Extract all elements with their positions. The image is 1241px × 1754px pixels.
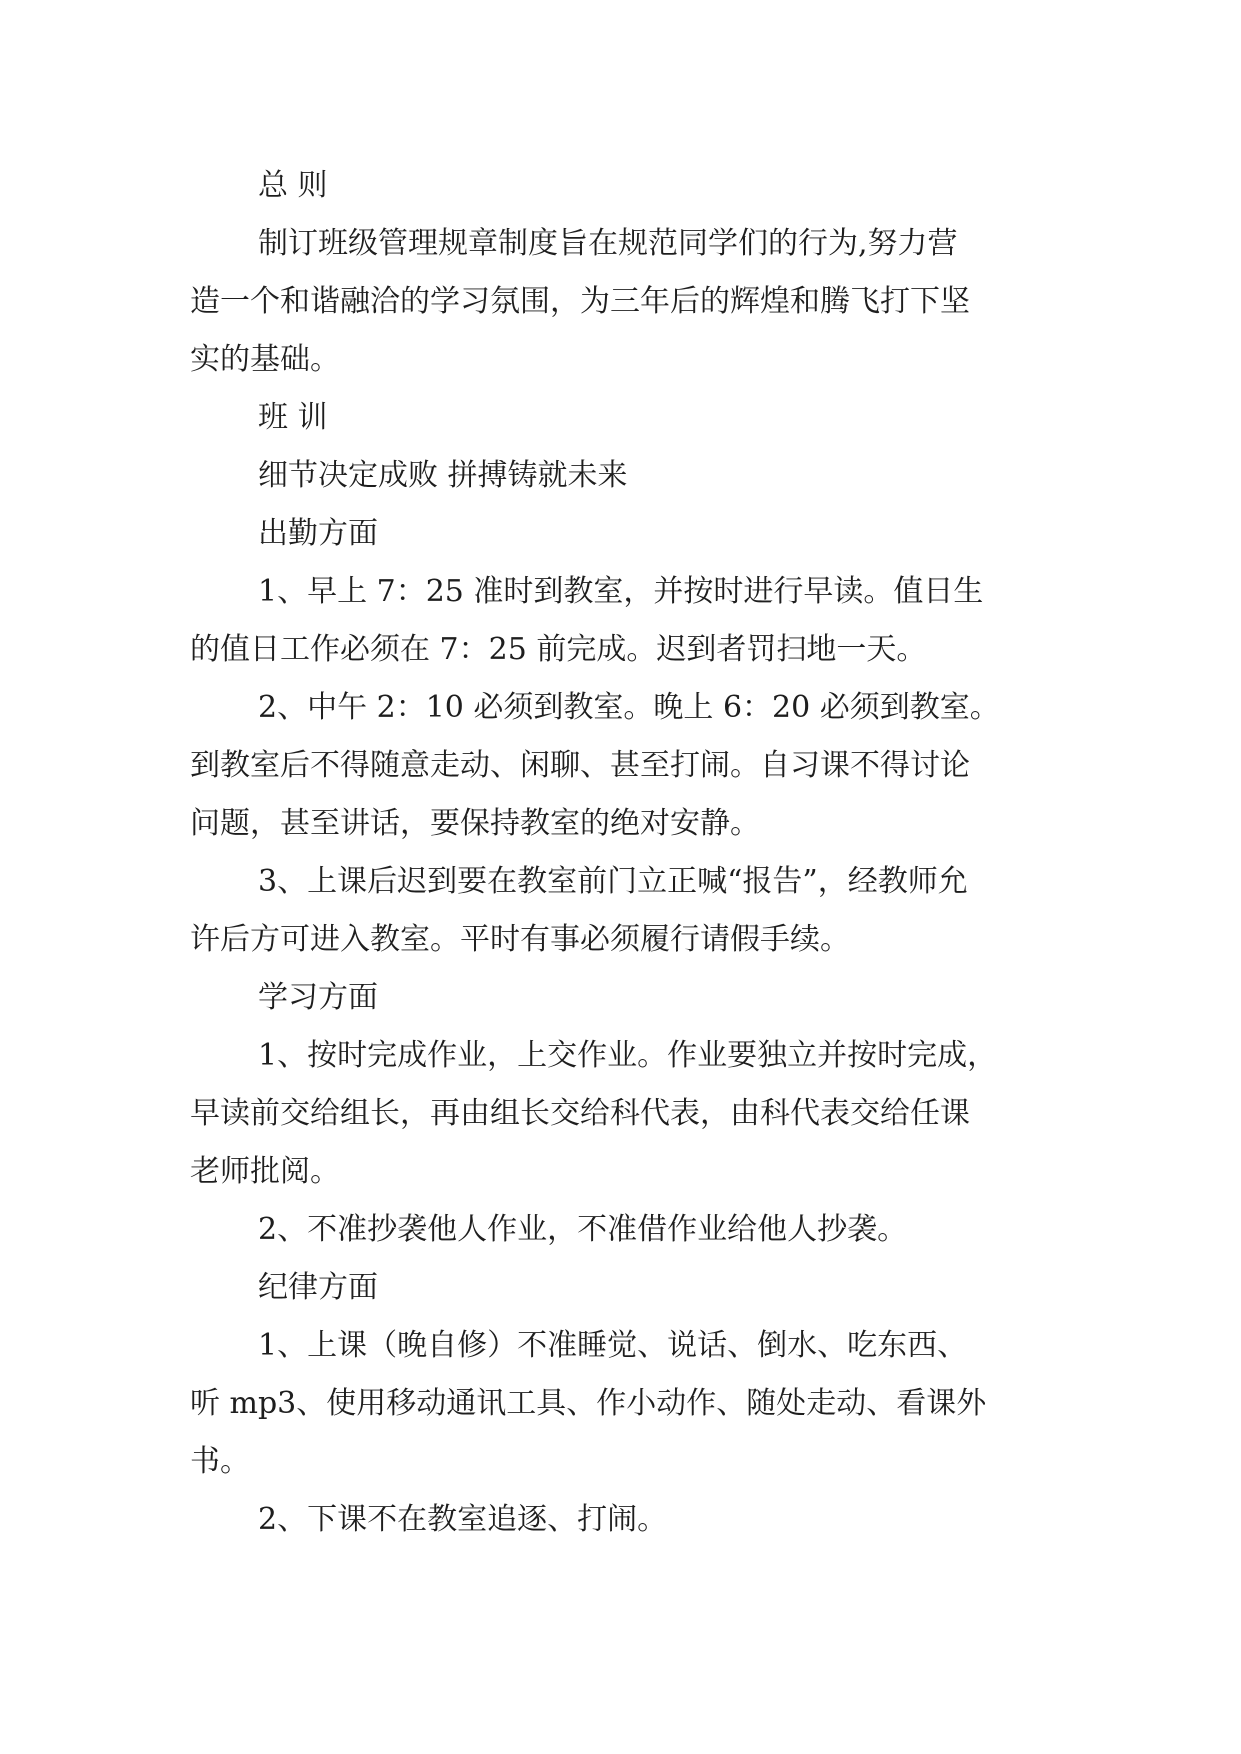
paragraph-line: 2、中午 2：10 必须到教室。晚上 6：20 必须到教室。 xyxy=(258,690,1000,725)
section-heading-general: 总 则 xyxy=(258,168,328,203)
paragraph-line: 听 mp3、使用移动通讯工具、作小动作、随处走动、看课外 xyxy=(190,1386,987,1421)
paragraph-line: 制订班级管理规章制度旨在规范同学们的行为,努力营 xyxy=(258,226,958,261)
paragraph-line: 实的基础。 xyxy=(190,342,340,377)
section-heading-discipline: 纪律方面 xyxy=(258,1270,378,1305)
class-motto-text: 细节决定成败 拼搏铸就未来 xyxy=(258,458,628,493)
paragraph-line: 书。 xyxy=(190,1444,250,1479)
section-heading-attendance: 出勤方面 xyxy=(258,516,378,551)
paragraph-line: 1、早上 7：25 准时到教室，并按时进行早读。值日生 xyxy=(258,574,984,609)
paragraph-line: 2、下课不在教室追逐、打闹。 xyxy=(258,1502,668,1537)
paragraph-line: 许后方可进入教室。平时有事必须履行请假手续。 xyxy=(190,922,850,957)
paragraph-line: 早读前交给组长，再由组长交给科代表，由科代表交给任课 xyxy=(190,1096,970,1131)
paragraph-line: 3、上课后迟到要在教室前门立正喊“报告”，经教师允 xyxy=(258,864,968,899)
paragraph-line: 的值日工作必须在 7：25 前完成。迟到者罚扫地一天。 xyxy=(190,632,927,667)
paragraph-line: 2、不准抄袭他人作业，不准借作业给他人抄袭。 xyxy=(258,1212,908,1247)
section-heading-class-motto: 班 训 xyxy=(258,400,328,435)
paragraph-line: 老师批阅。 xyxy=(190,1154,340,1189)
paragraph-line: 造一个和谐融洽的学习氛围，为三年后的辉煌和腾飞打下坚 xyxy=(190,284,970,319)
paragraph-line: 1、上课（晚自修）不准睡觉、说话、倒水、吃东西、 xyxy=(258,1328,968,1363)
paragraph-line: 1、按时完成作业，上交作业。作业要独立并按时完成， xyxy=(258,1038,998,1073)
paragraph-line: 问题，甚至讲话，要保持教室的绝对安静。 xyxy=(190,806,760,841)
section-heading-study: 学习方面 xyxy=(258,980,378,1015)
paragraph-line: 到教室后不得随意走动、闲聊、甚至打闹。自习课不得讨论 xyxy=(190,748,970,783)
